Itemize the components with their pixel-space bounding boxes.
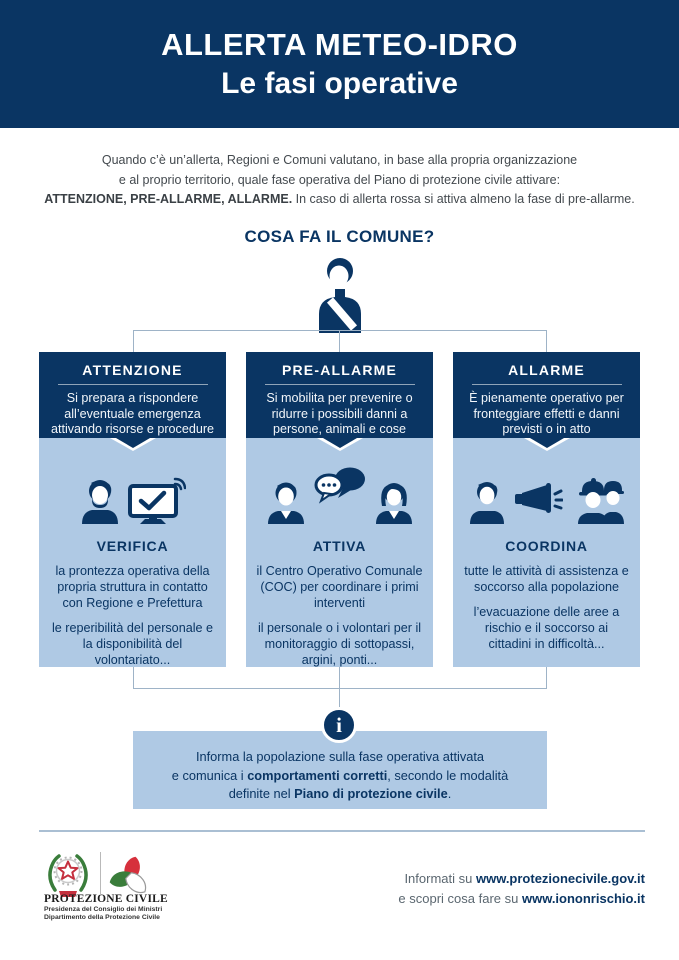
info-line-1: Informa la popolazione sulla fase operativa attivata <box>195 749 485 764</box>
tail-pointer <box>530 438 564 448</box>
phase-description: Si prepara a rispondere all’eventuale emergenza attivando risorse e procedure <box>50 391 215 436</box>
section-title: COSA FA IL COMUNE? <box>244 227 435 246</box>
phase-divider <box>472 384 622 385</box>
phase-title: ATTENZIONE <box>82 362 183 378</box>
mayor-with-sash-icon <box>308 255 372 333</box>
phase-column-attenzione <box>39 352 226 667</box>
action-paragraph-2: l’evacuazione delle aree a rischio e il soccorso ai cittadini in difficoltà... <box>473 605 620 651</box>
phase-description: Si mobilita per prevenire o ridurre i possibili danni a persone, animali e cose <box>266 391 413 436</box>
info-line-2 <box>133 767 547 786</box>
megaphone-icon <box>513 482 563 516</box>
connector-bottom-center <box>339 667 340 688</box>
footer-discover-prefix: e scopri cosa fare su <box>398 891 522 906</box>
phase-detail-box <box>453 438 640 667</box>
org-subtitle-1: Presidenza del Consiglio dei Ministri <box>44 906 163 913</box>
operator-male-icon <box>79 478 121 524</box>
intro-line-2: e al proprio territorio, quale fase operativa del Piano di protezione civile attivare: <box>118 172 561 187</box>
page-title: ALLERTA METEO-IDRO <box>161 27 518 62</box>
info-line-3-pre: definite nel <box>228 786 295 801</box>
action-title: VERIFICA <box>96 538 169 554</box>
connector-top-left <box>133 330 134 352</box>
footer-logos <box>44 850 151 898</box>
tail-pointer <box>116 438 150 448</box>
header-banner <box>0 0 679 128</box>
action-paragraph-1: la prontezza operativa della propria struttura in contatto con Regione e Prefettura <box>55 564 210 610</box>
italian-republic-emblem <box>44 850 92 898</box>
phase-column-allarme <box>453 352 640 667</box>
phase-header-box <box>453 352 640 438</box>
intro-line-1: Quando c’è un’allerta, Regioni e Comuni valutano, in base alla propria organizzazione <box>101 153 578 167</box>
intro-line-3 <box>0 190 679 210</box>
action-title: ATTIVA <box>312 538 367 554</box>
action-paragraph-1: tutte le attività di assistenza e soccorso alla popolazione <box>464 564 629 594</box>
woman-icon <box>374 480 414 524</box>
page-subtitle: Le fasi operative <box>221 67 458 100</box>
info-line-3 <box>133 785 547 804</box>
org-subtitle-2: Dipartimento della Protezione Civile <box>44 914 160 921</box>
footer-link-line-2 <box>398 889 645 909</box>
info-line-3-post: . <box>447 786 452 801</box>
intro-paragraph <box>0 151 679 210</box>
phase-description: È pienamente operativo per fronteggiare effetti e danni previsti o in atto <box>469 391 624 436</box>
connector-bottom-left <box>133 667 134 688</box>
connector-to-info <box>339 688 340 707</box>
connector-bottom-right <box>546 667 547 688</box>
chat-bubbles-icon <box>313 466 367 508</box>
info-icon-glyph: i <box>336 712 342 737</box>
man-icon <box>266 480 306 524</box>
action-paragraph-1: il Centro Operativo Comunale (COC) per coordinare i primi interventi <box>256 564 423 610</box>
connector-top-center <box>339 331 340 352</box>
phase-header-box <box>246 352 433 438</box>
monitor-check-wifi-icon <box>128 474 186 524</box>
phase-header-box <box>39 352 226 438</box>
person-icon <box>468 480 506 524</box>
rescue-workers-icon <box>570 478 626 524</box>
tail-pointer <box>323 438 357 448</box>
phase-detail-box <box>39 438 226 667</box>
phase-divider <box>265 384 415 385</box>
phase-detail-box <box>246 438 433 667</box>
protezione-civile-logo <box>109 850 151 898</box>
phase-title: PRE-ALLARME <box>281 362 398 378</box>
intro-line-3-rest: In caso di allerta rossa si attiva almeno la fase di pre-allarme. <box>292 192 635 206</box>
footer-info-prefix: Informati su <box>404 871 476 886</box>
logo-separator <box>100 852 101 894</box>
org-name: PROTEZIONE CIVILE <box>44 893 168 905</box>
connector-top-right <box>546 330 547 352</box>
action-paragraph-2: le reperibilità del personale e la disponibilità del volontariato... <box>51 621 214 667</box>
info-line-2-post: , secondo le modalità <box>387 767 509 783</box>
footer-divider <box>39 830 645 832</box>
info-line-2-pre: e comunica i <box>171 767 248 783</box>
phase-column-pre-allarme <box>246 352 433 667</box>
info-icon <box>321 707 357 743</box>
info-line-3-bold: Piano di protezione civile <box>294 786 448 801</box>
footer-link-line-1 <box>398 869 645 889</box>
action-title: COORDINA <box>505 538 588 554</box>
footer-links <box>398 869 645 909</box>
protezionecivile-link[interactable]: www.protezionecivile.gov.it <box>475 871 645 886</box>
iononrischio-link[interactable]: www.iononrischio.it <box>521 891 645 906</box>
intro-phases-bold: ATTENZIONE, PRE-ALLARME, ALLARME. <box>44 192 293 206</box>
phase-title: ALLARME <box>508 362 585 378</box>
connector-bottom-horizontal <box>133 688 547 689</box>
connector-top-horizontal <box>133 330 547 331</box>
action-paragraph-2: il personale o i volontari per il monitoraggio di sottopassi, argini, ponti... <box>257 621 422 667</box>
phase-divider <box>58 384 208 385</box>
info-line-2-bold: comportamenti corretti <box>247 767 388 783</box>
